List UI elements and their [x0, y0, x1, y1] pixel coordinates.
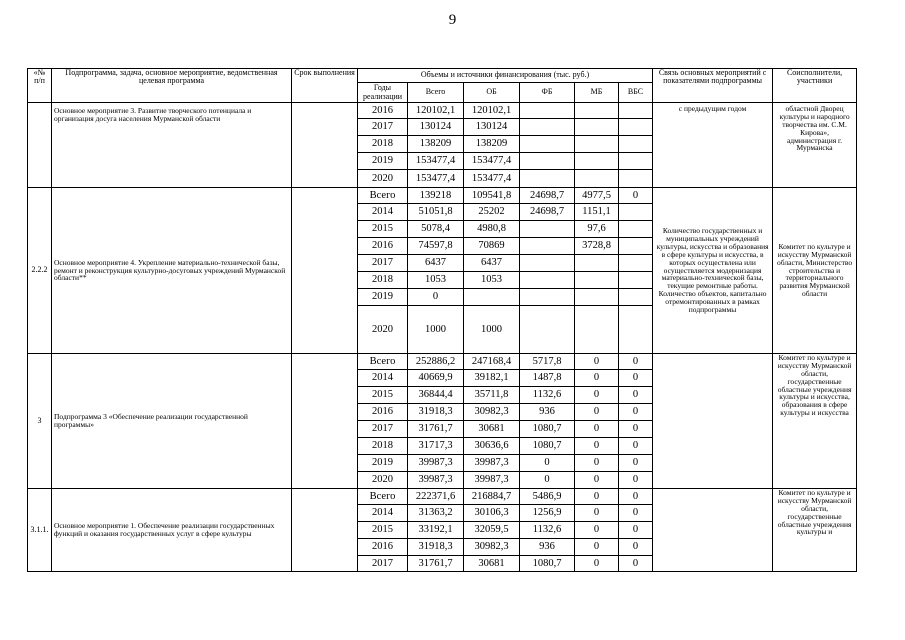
ob-cell: 1053 — [464, 272, 520, 289]
term-cell — [292, 103, 358, 188]
ob-cell: 247168,4 — [464, 354, 520, 370]
year-cell: 2020 — [358, 170, 408, 188]
fb-cell — [520, 289, 575, 306]
year-cell: 2016 — [358, 539, 408, 556]
total-cell: 40669,9 — [408, 370, 464, 387]
fb-cell — [520, 306, 575, 354]
header-ob: ОБ — [464, 83, 520, 103]
fb-cell: 936 — [520, 404, 575, 421]
header-mb: МБ — [575, 83, 619, 103]
vbs-cell — [619, 306, 653, 354]
row-number — [28, 103, 52, 188]
mb-cell: 0 — [575, 387, 619, 404]
year-cell: 2016 — [358, 404, 408, 421]
link-cell — [653, 489, 773, 572]
link-cell: с предыдущим годом — [653, 103, 773, 188]
mb-cell: 0 — [575, 404, 619, 421]
program-name: Основное мероприятие 4. Укрепление материально-технической базы, ремонт и реконструкция культурно-досуговых учреждений Мурманской области** — [52, 188, 292, 354]
fb-cell: 1487,8 — [520, 370, 575, 387]
fb-cell: 0 — [520, 472, 575, 489]
vbs-cell — [619, 221, 653, 238]
link-cell: Количество государственных и муниципальных учреждений культуры, искусства и образования в сфере культуры и искусства, в которых осуществлена или осуществляется модернизация материально-технической базы, текущие ремонтные работы. Количество объектов, капитально отремонтированных в рамках подпрограммы — [653, 188, 773, 354]
mb-cell: 0 — [575, 505, 619, 522]
ob-cell: 138209 — [464, 136, 520, 153]
mb-cell — [575, 272, 619, 289]
total-cell: 1053 — [408, 272, 464, 289]
mb-cell: 0 — [575, 354, 619, 370]
fb-cell: 1132,6 — [520, 522, 575, 539]
ob-cell: 109541,8 — [464, 188, 520, 204]
mb-cell: 0 — [575, 370, 619, 387]
mb-cell: 3728,8 — [575, 238, 619, 255]
ob-cell: 32059,5 — [464, 522, 520, 539]
fb-cell: 24698,7 — [520, 204, 575, 221]
year-cell: 2017 — [358, 255, 408, 272]
total-cell: 1000 — [408, 306, 464, 354]
fb-cell: 1080,7 — [520, 556, 575, 572]
ob-cell: 30106,3 — [464, 505, 520, 522]
mb-cell — [575, 306, 619, 354]
total-cell: 138209 — [408, 136, 464, 153]
fb-cell: 5486,9 — [520, 489, 575, 505]
year-cell: 2016 — [358, 238, 408, 255]
vbs-cell — [619, 170, 653, 188]
vbs-cell: 0 — [619, 455, 653, 472]
mb-cell — [575, 255, 619, 272]
year-cell: 2018 — [358, 438, 408, 455]
fb-cell: 24698,7 — [520, 188, 575, 204]
header-fb: ФБ — [520, 83, 575, 103]
program-name: Подпрограмма 3 «Обеспечение реализации государственной программы» — [52, 354, 292, 489]
header-funding: Объемы и источники финансирования (тыс. руб.) — [358, 69, 653, 83]
fb-cell: 1256,9 — [520, 505, 575, 522]
total-cell: 36844,4 — [408, 387, 464, 404]
mb-cell: 1151,1 — [575, 204, 619, 221]
mb-cell — [575, 136, 619, 153]
mb-cell — [575, 170, 619, 188]
vbs-cell: 0 — [619, 556, 653, 572]
ob-cell: 30681 — [464, 556, 520, 572]
ob-cell: 130124 — [464, 119, 520, 136]
total-cell: 33192,1 — [408, 522, 464, 539]
row-number: 3.1.1. — [28, 489, 52, 572]
total-cell: 6437 — [408, 255, 464, 272]
fb-cell: 1080,7 — [520, 421, 575, 438]
mb-cell: 0 — [575, 522, 619, 539]
mb-cell: 4977,5 — [575, 188, 619, 204]
executors-cell: Комитет по культуре и искусству Мурманской области, государственные областные учреждения культуры и — [773, 489, 857, 572]
year-cell: 2018 — [358, 136, 408, 153]
year-cell: 2019 — [358, 289, 408, 306]
page-number: 9 — [448, 12, 457, 28]
year-cell: 2014 — [358, 505, 408, 522]
mb-cell: 0 — [575, 556, 619, 572]
total-cell: 139218 — [408, 188, 464, 204]
program-table — [27, 68, 857, 572]
header-row-1 — [28, 69, 857, 83]
term-cell — [292, 354, 358, 489]
mb-cell — [575, 103, 619, 119]
fb-cell — [520, 221, 575, 238]
ob-cell: 70869 — [464, 238, 520, 255]
ob-cell: 30982,3 — [464, 404, 520, 421]
year-cell: 2017 — [358, 556, 408, 572]
vbs-cell — [619, 289, 653, 306]
total-cell: 0 — [408, 289, 464, 306]
header-years: Годы реализации — [358, 83, 408, 103]
vbs-cell: 0 — [619, 522, 653, 539]
fb-cell — [520, 272, 575, 289]
ob-cell: 120102,1 — [464, 103, 520, 119]
mb-cell: 0 — [575, 539, 619, 556]
header-vbs: ВБС — [619, 83, 653, 103]
vbs-cell — [619, 238, 653, 255]
total-cell: 252886,2 — [408, 354, 464, 370]
vbs-cell — [619, 255, 653, 272]
vbs-cell — [619, 153, 653, 170]
fb-cell: 5717,8 — [520, 354, 575, 370]
vbs-cell: 0 — [619, 489, 653, 505]
fb-cell — [520, 255, 575, 272]
total-cell: 31363,2 — [408, 505, 464, 522]
fb-cell — [520, 119, 575, 136]
ob-cell: 35711,8 — [464, 387, 520, 404]
vbs-cell: 0 — [619, 539, 653, 556]
row-number: 3 — [28, 354, 52, 489]
vbs-cell: 0 — [619, 438, 653, 455]
year-cell: 2017 — [358, 119, 408, 136]
fb-cell — [520, 153, 575, 170]
vbs-cell: 0 — [619, 505, 653, 522]
ob-cell: 6437 — [464, 255, 520, 272]
executors-cell: Комитет по культуре и искусству Мурманской области, государственные областные учреждения культуры и искусства, образования в сфере культуры и искусства — [773, 354, 857, 489]
row-number: 2.2.2 — [28, 188, 52, 354]
term-cell — [292, 188, 358, 354]
year-cell: 2015 — [358, 522, 408, 539]
year-cell: Всего — [358, 354, 408, 370]
mb-cell: 0 — [575, 421, 619, 438]
mb-cell: 0 — [575, 438, 619, 455]
year-cell: 2016 — [358, 103, 408, 119]
ob-cell: 25202 — [464, 204, 520, 221]
total-cell: 130124 — [408, 119, 464, 136]
vbs-cell: 0 — [619, 387, 653, 404]
year-cell: 2019 — [358, 153, 408, 170]
ob-cell: 153477,4 — [464, 153, 520, 170]
total-cell: 39987,3 — [408, 455, 464, 472]
ob-cell: 216884,7 — [464, 489, 520, 505]
header-program: Подпрограмма, задача, основное мероприятие, ведомственная целевая программа — [52, 69, 292, 103]
table-row — [28, 489, 857, 505]
year-cell: 2018 — [358, 272, 408, 289]
total-cell: 31918,3 — [408, 404, 464, 421]
total-cell: 31761,7 — [408, 556, 464, 572]
ob-cell: 1000 — [464, 306, 520, 354]
mb-cell — [575, 289, 619, 306]
vbs-cell: 0 — [619, 404, 653, 421]
vbs-cell: 0 — [619, 188, 653, 204]
program-name: Основное мероприятие 1. Обеспечение реализации государственных функций и оказания государственных услуг в сфере культуры — [52, 489, 292, 572]
total-cell: 31918,3 — [408, 539, 464, 556]
program-name: Основное мероприятие 3. Развитие творческого потенциала и организация досуга населения Мурманской области — [52, 103, 292, 188]
ob-cell: 39987,3 — [464, 472, 520, 489]
link-cell — [653, 354, 773, 489]
total-cell: 153477,4 — [408, 170, 464, 188]
total-cell: 51051,8 — [408, 204, 464, 221]
fb-cell: 1132,6 — [520, 387, 575, 404]
year-cell: Всего — [358, 188, 408, 204]
vbs-cell: 0 — [619, 472, 653, 489]
fb-cell: 936 — [520, 539, 575, 556]
total-cell: 31761,7 — [408, 421, 464, 438]
ob-cell: 153477,4 — [464, 170, 520, 188]
table-row — [28, 354, 857, 370]
vbs-cell: 0 — [619, 354, 653, 370]
fb-cell — [520, 238, 575, 255]
mb-cell — [575, 119, 619, 136]
total-cell: 153477,4 — [408, 153, 464, 170]
mb-cell: 0 — [575, 472, 619, 489]
year-cell: 2015 — [358, 221, 408, 238]
ob-cell: 39987,3 — [464, 455, 520, 472]
header-total: Всего — [408, 83, 464, 103]
executors-cell: Комитет по культуре и искусству Мурманской области, Министерство строительства и территориального развития Мурманской области — [773, 188, 857, 354]
year-cell: 2020 — [358, 306, 408, 354]
ob-cell: 39182,1 — [464, 370, 520, 387]
table-row — [28, 188, 857, 204]
fb-cell — [520, 170, 575, 188]
ob-cell: 4980,8 — [464, 221, 520, 238]
total-cell: 31717,3 — [408, 438, 464, 455]
header-executors: Соисполнители, участники — [773, 69, 857, 103]
vbs-cell — [619, 119, 653, 136]
executors-cell: областной Дворец культуры и народного творчества им. С.М. Кирова», администрация г. Мурманска — [773, 103, 857, 188]
total-cell: 120102,1 — [408, 103, 464, 119]
total-cell: 5078,4 — [408, 221, 464, 238]
vbs-cell — [619, 136, 653, 153]
fb-cell — [520, 103, 575, 119]
term-cell — [292, 489, 358, 572]
vbs-cell: 0 — [619, 370, 653, 387]
mb-cell: 97,6 — [575, 221, 619, 238]
vbs-cell — [619, 103, 653, 119]
year-cell: 2017 — [358, 421, 408, 438]
fb-cell: 1080,7 — [520, 438, 575, 455]
mb-cell — [575, 153, 619, 170]
fb-cell: 0 — [520, 455, 575, 472]
year-cell: 2014 — [358, 370, 408, 387]
year-cell: 2019 — [358, 455, 408, 472]
vbs-cell: 0 — [619, 421, 653, 438]
ob-cell — [464, 289, 520, 306]
fb-cell — [520, 136, 575, 153]
ob-cell: 30636,6 — [464, 438, 520, 455]
mb-cell: 0 — [575, 455, 619, 472]
total-cell: 222371,6 — [408, 489, 464, 505]
vbs-cell — [619, 272, 653, 289]
year-cell: 2015 — [358, 387, 408, 404]
total-cell: 39987,3 — [408, 472, 464, 489]
mb-cell: 0 — [575, 489, 619, 505]
header-term: Срок выполнения — [292, 69, 358, 103]
vbs-cell — [619, 204, 653, 221]
year-cell: 2014 — [358, 204, 408, 221]
header-num: «№ п/п — [28, 69, 52, 103]
table-row — [28, 103, 857, 119]
year-cell: Всего — [358, 489, 408, 505]
header-link: Связь основных мероприятий с показателями подпрограммы — [653, 69, 773, 103]
ob-cell: 30982,3 — [464, 539, 520, 556]
total-cell: 74597,8 — [408, 238, 464, 255]
year-cell: 2020 — [358, 472, 408, 489]
ob-cell: 30681 — [464, 421, 520, 438]
